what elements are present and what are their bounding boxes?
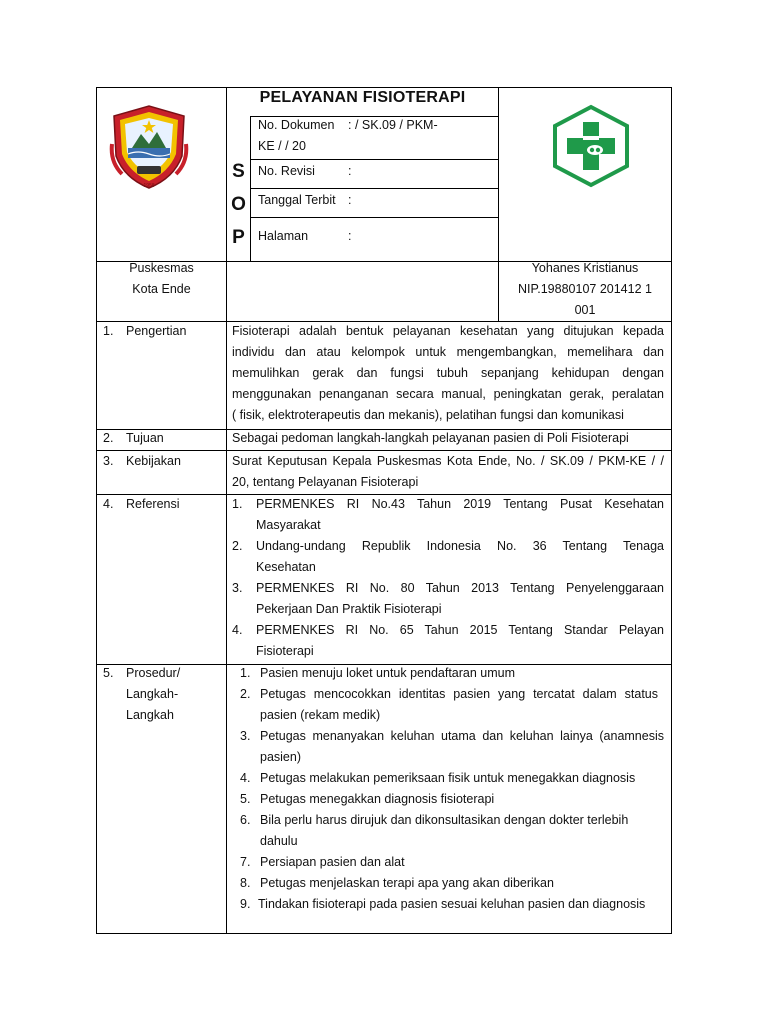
prosedur-item: Petugas mencocokkan identitas pasien yang tercatat dalam status <box>260 687 658 701</box>
section-label-prosedur: Langkah <box>126 708 174 722</box>
prosedur-item: Petugas menegakkan diagnosis fisioterapi <box>260 792 495 806</box>
section-number: 2. <box>103 431 114 445</box>
regency-crest-icon <box>108 104 190 190</box>
prosedur-item-cont: pasien) <box>260 750 301 764</box>
org-city: Kota Ende <box>132 282 191 296</box>
halaman-value: : <box>348 229 352 243</box>
referensi-item: PERMENKES RI No.43 Tahun 2019 Tentang Pusat Kesehatan <box>256 497 664 511</box>
prosedur-number: 3. <box>240 729 251 743</box>
section-label-prosedur: Prosedur/ <box>126 666 181 680</box>
sop-letter-o: O <box>231 194 246 215</box>
referensi-item-cont: Masyarakat <box>256 518 321 532</box>
section-label-referensi: Referensi <box>126 497 180 511</box>
tujuan-text: Sebagai pedoman langkah-langkah pelayanan pasien di Poli Fisioterapi <box>232 431 629 445</box>
pengertian-line: memulihkan gerak dan fungsi tubuh sepanjang kehidupan dengan <box>232 366 664 380</box>
prosedur-item: Petugas menanyakan keluhan utama dan keluhan lainya (anamnesis <box>260 729 664 743</box>
prosedur-item: Tindakan fisioterapi pada pasien sesuai keluhan pasien dan diagnosis <box>258 897 646 911</box>
doc-no-value-cont: KE / / 20 <box>258 139 306 153</box>
kebijakan-line: 20, tentang Pelayanan Fisioterapi <box>232 475 419 489</box>
doc-no-label: No. Dokumen <box>258 118 335 132</box>
section-label-pengertian: Pengertian <box>126 324 187 338</box>
referensi-number: 4. <box>232 623 243 637</box>
revisi-value: : <box>348 164 352 178</box>
prosedur-item-cont: pasien (rekam medik) <box>260 708 381 722</box>
halaman-label: Halaman <box>258 229 309 243</box>
prosedur-item-cont: dahulu <box>260 834 298 848</box>
tanggal-value: : <box>348 193 352 207</box>
referensi-item: Undang-undang Republik Indonesia No. 36 Tentang Tenaga <box>256 539 664 553</box>
referensi-item-cont: Fisioterapi <box>256 644 314 658</box>
section-number: 1. <box>103 324 114 338</box>
head-name: Yohanes Kristianus <box>531 261 639 275</box>
section-number: 3. <box>103 454 114 468</box>
pengertian-line: Fisioterapi adalah bentuk pelayanan kesehatan yang ditujukan kepada <box>232 324 664 338</box>
prosedur-item: Pasien menuju loket untuk pendaftaran umum <box>260 666 516 680</box>
referensi-number: 3. <box>232 581 243 595</box>
sop-letter-s: S <box>232 161 245 182</box>
prosedur-number: 2. <box>240 687 251 701</box>
doc-no-value: : / SK.09 / PKM- <box>348 118 438 132</box>
prosedur-number: 7. <box>240 855 251 869</box>
referensi-item: PERMENKES RI No. 80 Tahun 2013 Tentang Penyelenggaraan <box>256 581 664 595</box>
section-label-kebijakan: Kebijakan <box>126 454 181 468</box>
referensi-item: PERMENKES RI No. 65 Tahun 2015 Tentang Standar Pelayan <box>256 623 664 637</box>
pengertian-line: individu dan atau kelompok untuk mengembangkan, memelihara dan <box>232 345 664 359</box>
puskesmas-cross-icon <box>549 104 633 188</box>
prosedur-number: 9. <box>240 897 251 911</box>
section-label-prosedur: Langkah- <box>126 687 179 701</box>
prosedur-item: Petugas melakukan pemeriksaan fisik untuk menegakkan diagnosis <box>260 771 636 785</box>
svg-text:1958: 1958 <box>143 183 155 189</box>
document-title: PELAYANAN FISIOTERAPI <box>259 89 466 106</box>
section-number: 4. <box>103 497 114 511</box>
revisi-label: No. Revisi <box>258 164 315 178</box>
prosedur-number: 6. <box>240 813 251 827</box>
referensi-number: 1. <box>232 497 243 511</box>
org-name: Puskesmas <box>129 261 194 275</box>
prosedur-number: 8. <box>240 876 251 890</box>
prosedur-number: 1. <box>240 666 251 680</box>
prosedur-item: Persiapan pasien dan alat <box>260 855 405 869</box>
section-label-tujuan: Tujuan <box>126 431 164 445</box>
prosedur-number: 4. <box>240 771 251 785</box>
pengertian-line: menggunakan penanganan secara manual, peningkatan gerak, peralatan <box>232 387 664 401</box>
section-number: 5. <box>103 666 114 680</box>
prosedur-item: Petugas menjelaskan terapi apa yang akan diberikan <box>260 876 554 890</box>
head-nip-cont: 001 <box>574 303 596 317</box>
head-nip: NIP.19880107 201412 1 <box>518 282 652 296</box>
referensi-item-cont: Kesehatan <box>256 560 316 574</box>
kebijakan-line: Surat Keputusan Kepala Puskesmas Kota Ende, No. / SK.09 / PKM-KE / / <box>232 454 664 468</box>
prosedur-item: Bila perlu harus dirujuk dan dikonsultasikan dengan dokter terlebih <box>260 813 629 827</box>
prosedur-number: 5. <box>240 792 251 806</box>
sop-letter-p: P <box>232 227 245 248</box>
referensi-item-cont: Pekerjaan Dan Praktik Fisioterapi <box>256 602 442 616</box>
tanggal-label: Tanggal Terbit <box>258 193 336 207</box>
pengertian-line: ( fisik, elektroterapeutis dan mekanis), pelatihan fungsi dan komunikasi <box>232 408 624 422</box>
referensi-number: 2. <box>232 539 243 553</box>
